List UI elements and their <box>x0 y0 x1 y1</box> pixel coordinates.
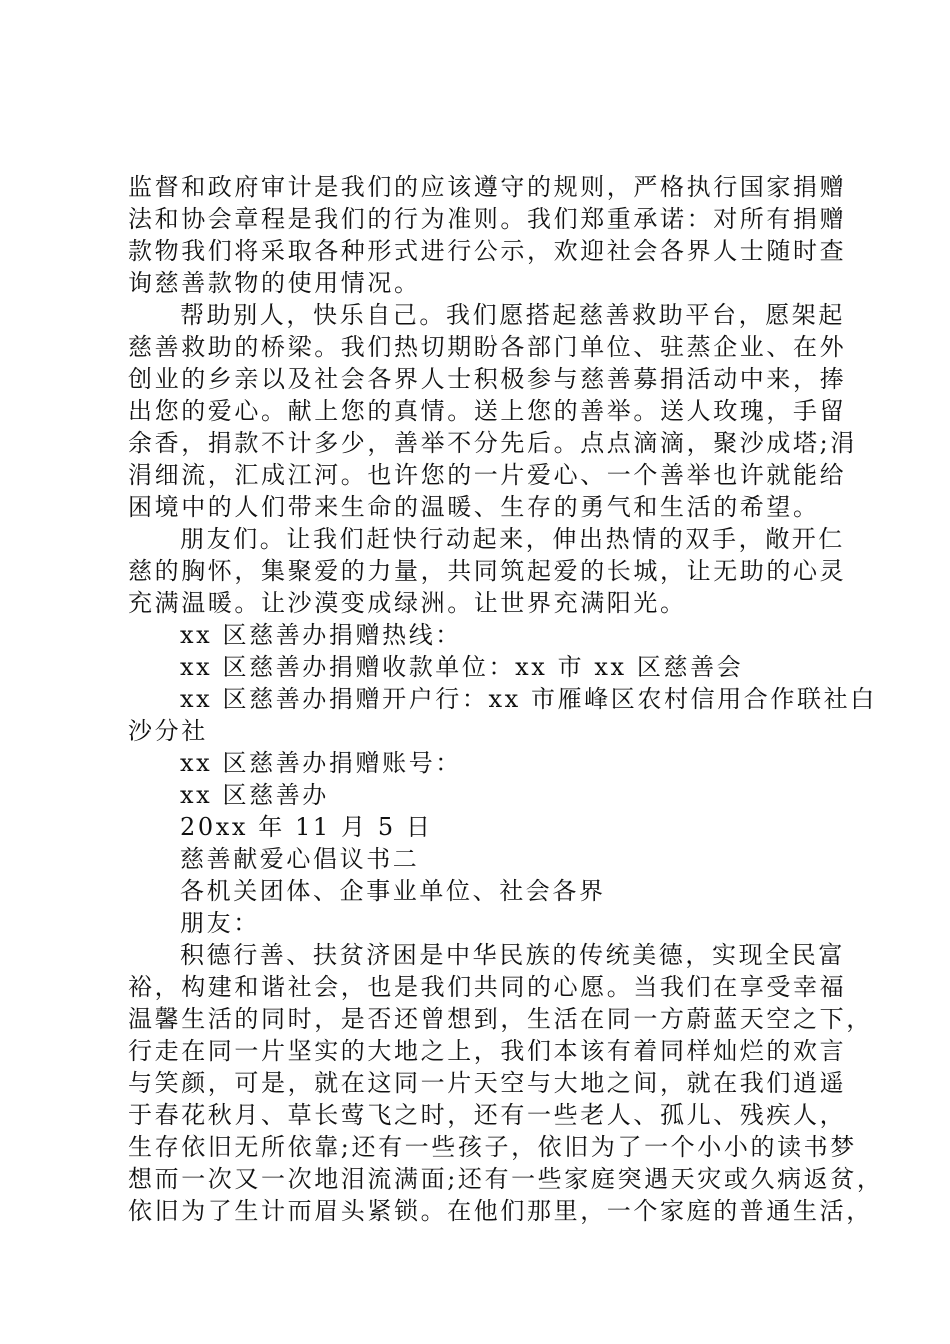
text-line: 积德行善、扶贫济困是中华民族的传统美德，实现全民富 <box>180 941 845 969</box>
text-line: 温馨生活的同时，是否还曾想到，生活在同一方蔚蓝天空之下， <box>128 1005 873 1033</box>
text-line: 与笑颜，可是，就在这同一片天空与大地之间，就在我们逍遥 <box>128 1069 847 1097</box>
hotline-label: xx 区慈善办捐赠热线： <box>180 621 462 649</box>
text-line: 生存依旧无所依靠;还有一些孩子，依旧为了一个小小的读书梦 <box>128 1133 857 1161</box>
text-line: 行走在同一片坚实的大地之上，我们本该有着同样灿烂的欢言 <box>128 1037 847 1065</box>
text-line: 出您的爱心。献上您的真情。送上您的善举。送人玫瑰，手留 <box>128 397 847 425</box>
text-line: 余香，捐款不计多少，善举不分先后。点点滴滴，聚沙成塔;涓 <box>128 429 857 457</box>
text-line: 询慈善款物的使用情况。 <box>128 269 421 297</box>
text-line: 想而一次又一次地泪流满面;还有一些家庭突遇天灾或久病返贫， <box>128 1165 884 1193</box>
salutation: 各机关团体、企事业单位、社会各界 <box>180 877 606 905</box>
text-line: 朋友们。让我们赶快行动起来，伸出热情的双手，敞开仁 <box>180 525 845 553</box>
payee-label: xx 区慈善办捐赠收款单位：xx 市 xx 区慈善会 <box>180 653 744 681</box>
text-line: 涓细流，汇成江河。也许您的一片爱心、一个善举也许就能给 <box>128 461 847 489</box>
section-title: 慈善献爱心倡议书二 <box>180 845 420 873</box>
text-line: 慈的胸怀，集聚爱的力量，共同筑起爱的长城，让无助的心灵 <box>128 557 847 585</box>
text-line: 帮助别人，快乐自己。我们愿搭起慈善救助平台，愿架起 <box>180 301 845 329</box>
account-label: xx 区慈善办捐赠账号： <box>180 749 462 777</box>
signature: xx 区慈善办 <box>180 781 329 809</box>
text-line: 法和协会章程是我们的行为准则。我们郑重承诺：对所有捐赠 <box>128 205 847 233</box>
text-line: 困境中的人们带来生命的温暖、生存的勇气和生活的希望。 <box>128 493 820 521</box>
bank-label-continued: 沙分社 <box>128 717 208 745</box>
text-line: 创业的乡亲以及社会各界人士积极参与慈善募捐活动中来，捧 <box>128 365 847 393</box>
text-line: 慈善救助的桥梁。我们热切期盼各部门单位、驻蒸企业、在外 <box>128 333 847 361</box>
text-line: 依旧为了生计而眉头紧锁。在他们那里，一个家庭的普通生活， <box>128 1197 873 1225</box>
text-line: 款物我们将采取各种形式进行公示，欢迎社会各界人士随时查 <box>128 237 847 265</box>
text-line: 充满温暖。让沙漠变成绿洲。让世界充满阳光。 <box>128 589 687 617</box>
salutation-continued: 朋友： <box>180 909 260 937</box>
text-line: 裕，构建和谐社会，也是我们共同的心愿。当我们在享受幸福 <box>128 973 847 1001</box>
date: 20xx 年 11 月 5 日 <box>180 813 433 841</box>
document-body <box>128 171 884 1227</box>
text-line: 于春花秋月、草长莺飞之时，还有一些老人、孤儿、残疾人， <box>128 1101 847 1129</box>
text-line: 监督和政府审计是我们的应该遵守的规则，严格执行国家捐赠 <box>128 173 847 201</box>
bank-label: xx 区慈善办捐赠开户行：xx 市雁峰区农村信用合作联社白 <box>180 685 877 713</box>
